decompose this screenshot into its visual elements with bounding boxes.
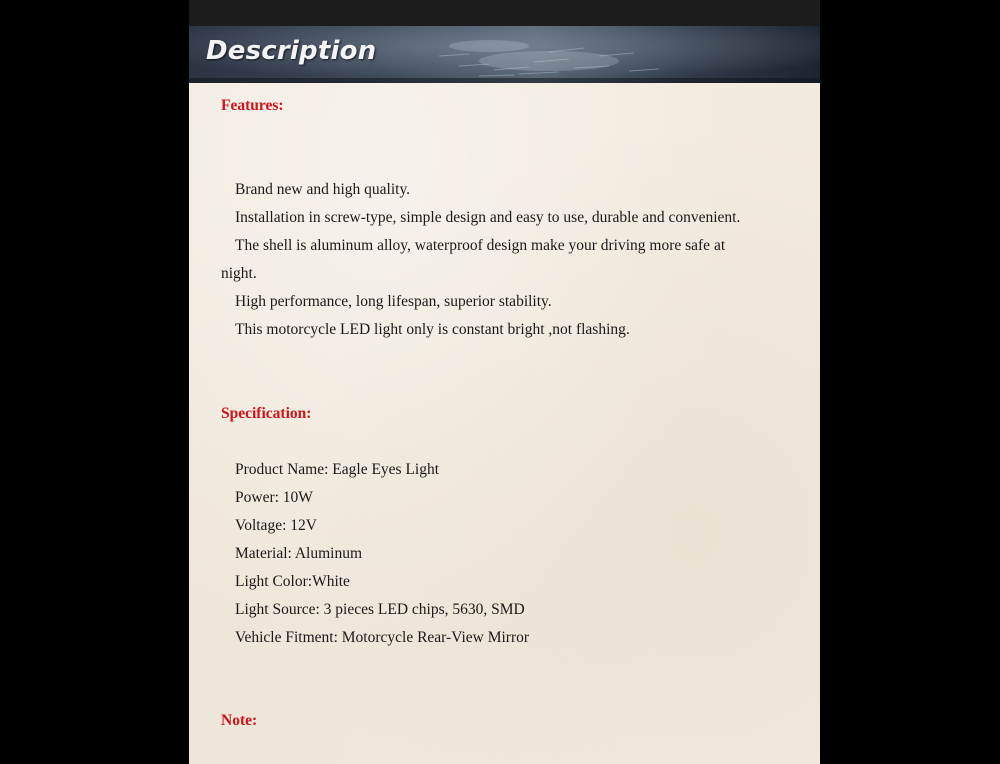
spec-item: Power: 10W bbox=[235, 489, 313, 506]
description-page bbox=[189, 0, 820, 764]
spec-item: Light Color:White bbox=[235, 573, 350, 590]
feature-item: Brand new and high quality. bbox=[235, 181, 411, 198]
top-bar bbox=[189, 0, 820, 26]
spec-item: Light Source: 3 pieces LED chips, 5630, SMD bbox=[235, 601, 525, 618]
feature-item: High performance, long lifespan, superior stability. bbox=[235, 293, 552, 310]
feature-item: This motorcycle LED light only is constant bright ,not flashing. bbox=[235, 321, 630, 338]
feature-item: Installation in screw-type, simple design and easy to use, durable and convenient. bbox=[235, 209, 741, 226]
feature-item: The shell is aluminum alloy, waterproof design make your driving more safe at bbox=[235, 237, 726, 254]
spec-item: Product Name: Eagle Eyes Light bbox=[235, 461, 440, 478]
note-heading: Note: bbox=[221, 712, 258, 729]
description-banner bbox=[189, 26, 820, 83]
feature-item-continuation: night. bbox=[221, 265, 257, 282]
spec-item: Voltage: 12V bbox=[235, 517, 317, 534]
spec-item: Vehicle Fitment: Motorcycle Rear-View Mirror bbox=[235, 629, 530, 646]
banner-title: Description bbox=[206, 36, 377, 66]
spec-item: Material: Aluminum bbox=[235, 545, 362, 562]
features-heading: Features: bbox=[221, 97, 284, 114]
specification-heading: Specification: bbox=[221, 405, 312, 422]
